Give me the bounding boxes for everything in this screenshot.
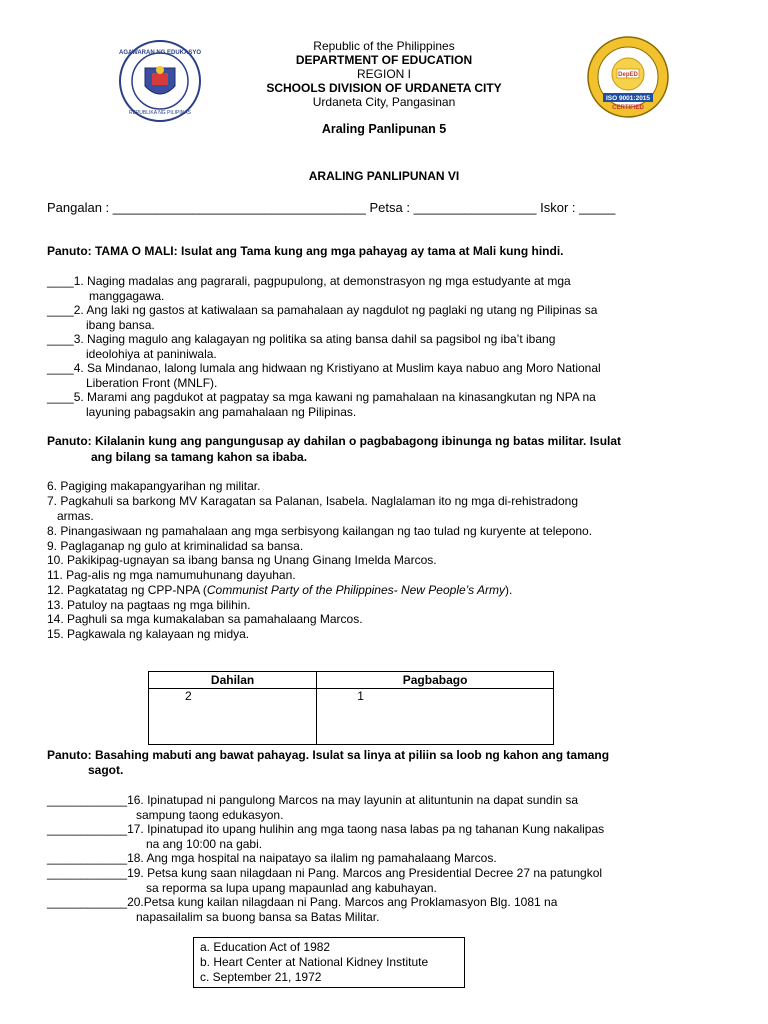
part3-item-18: ____________18. Ang mga hospital na naipatayo sa ilalim ng pamahalaang Marcos.: [47, 851, 497, 865]
svg-text:DepED: DepED: [618, 72, 638, 78]
part2-item-14: 14. Paghuli sa mga kumakalaban sa pamahalaang Marcos.: [47, 612, 363, 626]
city-line: Urdaneta City, Pangasinan: [312, 95, 456, 109]
svg-text:ISO 9001:2015: ISO 9001:2015: [605, 95, 651, 102]
part3-item-20: ____________20.Petsa kung kailan nilagdaan ni Pang. Marcos ang Proklamasyon Blg. 1081 na: [47, 895, 558, 909]
department-line: DEPARTMENT OF EDUCATION: [295, 53, 473, 67]
part3-item-20-cont: napasailalim sa buong bansa sa Batas Militar.: [136, 910, 380, 924]
part3-item-19-cont: sa reporma sa lupa upang mapaunlad ang kabuhayan.: [146, 881, 437, 895]
part3-instruction-cont: sagot.: [88, 763, 124, 777]
dahilan-cell[interactable]: 2: [149, 689, 317, 745]
part1-item-3-cont: ideolohiya at paniniwala.: [86, 347, 217, 361]
page-title: ARALING PANLIPUNAN VI: [308, 169, 460, 183]
part2-item-12-text: 12. Pagkatatag ng CPP-NPA (: [47, 583, 207, 597]
subject-line: Araling Panlipunan 5: [321, 122, 447, 136]
dahilan-header: Dahilan: [149, 672, 317, 689]
part1-instruction: Panuto: TAMA O MALI: Isulat ang Tama kung ang mga pahayag ay tama at Mali kung hindi.: [47, 244, 564, 258]
part1-item-5: ____5. Marami ang pagdukot at pagpatay sa mga kawani ng pamahalaan na kinasangkutan ng NPA na: [47, 390, 596, 404]
part2-item-6: 6. Pagiging makapangyarihan ng militar.: [47, 479, 261, 493]
part3-item-16: ____________16. Ipinatupad ni pangulong Marcos na may layunin at alituntunin na dapat sundin sa: [47, 793, 579, 807]
svg-text:REPUBLIKA NG PILIPINAS: REPUBLIKA NG PILIPINAS: [129, 110, 191, 116]
part2-item-15: 15. Pagkawala ng kalayaan ng midya.: [47, 627, 250, 641]
choices-box: [193, 937, 465, 988]
part1-item-2-cont: ibang bansa.: [86, 318, 155, 332]
part3-item-16-cont: sampung taong edukasyon.: [136, 808, 284, 822]
region-line: REGION I: [356, 67, 411, 81]
part3-instruction: Panuto: Basahing mabuti ang bawat pahayag. Isulat sa linya at piliin sa loob ng kahon ang tamang: [47, 748, 610, 762]
pagbabago-header: Pagbabago: [317, 672, 554, 689]
part1-item-4: ____4. Sa Mindanao, lalong lumala ang hidwaan ng Kristiyano at Muslim kaya nabuo ang Moro National: [47, 361, 601, 375]
part2-item-12-end: ).: [505, 583, 513, 597]
svg-text:KAGAWARAN NG EDUKASYON: KAGAWARAN NG EDUKASYON: [119, 50, 201, 56]
part1-item-2: ____2. Ang laki ng gastos at katiwalaan sa pamahalaan ay nagdulot ng paglaki ng utang ng Pilipinas sa: [47, 303, 598, 317]
part1-item-4-cont: Liberation Front (MNLF).: [86, 376, 218, 390]
choice-b: b. Heart Center at National Kidney Institute: [200, 955, 429, 969]
part1-item-3: ____3. Naging magulo ang kalagayan ng politika sa ating bansa dahil sa pagsibol ng iba’t ibang: [47, 332, 556, 346]
part2-instruction: Panuto: Kilalanin kung ang pangungusap ay dahilan o pagbabagong ibinunga ng batas militar. Isulat: [47, 434, 622, 448]
part2-item-12: [47, 583, 512, 598]
date-label: Petsa :: [369, 200, 410, 215]
choice-a: a. Education Act of 1982: [200, 940, 331, 954]
score-label: Iskor :: [540, 200, 576, 215]
part2-item-10: 10. Pakikipag-ugnayan sa ibang bansa ng Unang Ginang Imelda Marcos.: [47, 553, 437, 567]
date-field[interactable]: _________________: [413, 200, 537, 215]
part2-item-11: 11. Pag-alis ng mga namumuhunang dayuhan.: [47, 568, 296, 582]
part2-item-8: 8. Pinangasiwaan ng pamahalaan ang mga serbisyong kailangan ng tao tulad ng kuryente at telepono.: [47, 524, 593, 538]
part3-item-17: ____________17. Ipinatupad ito upang hulihin ang mga taong nasa labas pa ng tahanan Kung nakalipas: [47, 822, 605, 836]
part2-item-7: 7. Pagkahuli sa barkong MV Karagatan sa Palanan, Isabela. Naglalaman ito ng mga di-rehistradong: [47, 494, 578, 508]
part1-item-1-cont: manggagawa.: [89, 289, 165, 303]
name-label: Pangalan :: [47, 200, 110, 215]
division-line: SCHOOLS DIVISION OF URDANETA CITY: [266, 81, 502, 95]
republic-line: Republic of the Philippines: [313, 39, 455, 53]
part1-item-5-cont: layuning pabagsakin ang pamahalaan ng Pilipinas.: [86, 405, 357, 419]
part2-item-12-italic: Communist Party of the Philippines- New People’s Army: [206, 583, 505, 597]
score-field[interactable]: _____: [579, 200, 616, 215]
part2-item-13: 13. Patuloy na pagtaas ng mga bilihin.: [47, 598, 251, 612]
part3-item-19: ____________19. Petsa kung saan nilagdaan ni Pang. Marcos ang Presidential Decree 27 na patungkol: [47, 866, 603, 880]
part3-item-17-cont: na ang 10:00 na gabi.: [146, 837, 263, 851]
part2-item-9: 9. Paglaganap ng gulo at kriminalidad sa bansa.: [47, 539, 304, 553]
choice-c: c. September 21, 1972: [200, 970, 322, 984]
part1-item-1: ____1. Naging madalas ang pagrarali, pagpupulong, at demonstrasyon ng mga estudyante at mga: [47, 274, 571, 288]
student-info-row: [47, 200, 615, 215]
name-field[interactable]: ___________________________________: [112, 200, 366, 215]
part2-instruction-cont: ang bilang sa tamang kahon sa ibaba.: [91, 450, 308, 464]
part2-item-7-cont: armas.: [57, 509, 94, 523]
svg-text:CERTIFIED: CERTIFIED: [612, 105, 644, 111]
answer-table: [148, 671, 554, 745]
pagbabago-cell[interactable]: 1: [317, 689, 554, 745]
